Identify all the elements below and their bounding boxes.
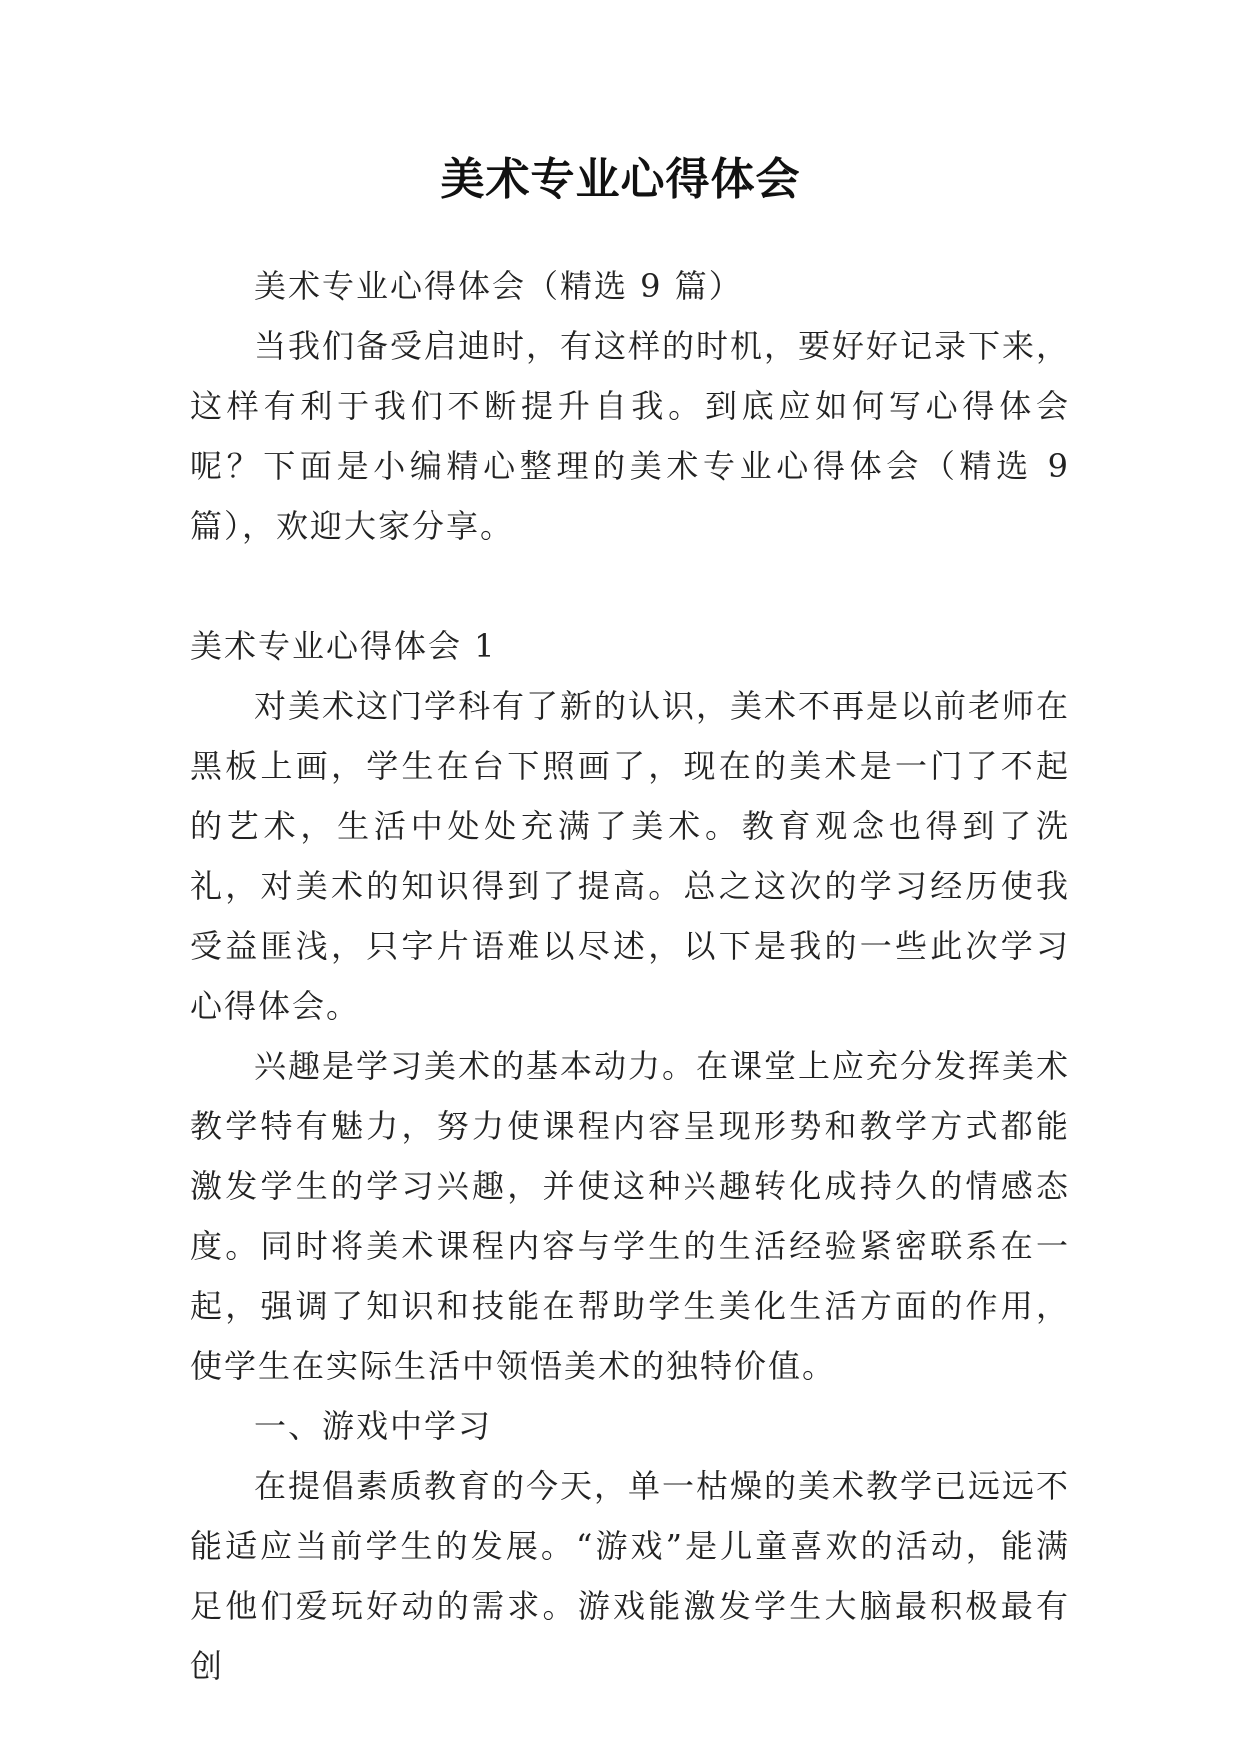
subsection-heading: 一、游戏中学习 (254, 1407, 493, 1445)
subtitle-line: 美术专业心得体会（精选 9 篇） (254, 267, 743, 305)
document-body (190, 256, 1070, 1696)
intro-paragraph: 当我们备受启迪时，有这样的时机，要好好记录下来，这样有利于我们不断提升自我。到底应如何写心得体会呢？下面是小编精心整理的美术专业心得体会（精选 9 篇），欢迎大家分享。 (190, 327, 1071, 545)
section-heading: 美术专业心得体会 1 (190, 627, 497, 665)
document-title: 美术专业心得体会 (440, 154, 801, 205)
body-paragraph: 在提倡素质教育的今天，单一枯燥的美术教学已远远不能适应当前学生的发展。“游戏”是儿童喜欢的活动，能满足他们爱玩好动的需求。游戏能激发学生大脑最积极最有创 (190, 1467, 1071, 1685)
paragraph-gap (190, 556, 1070, 616)
body-paragraph: 兴趣是学习美术的基本动力。在课堂上应充分发挥美术教学特有魅力，努力使课程内容呈现形势和教学方式都能激发学生的学习兴趣，并使这种兴趣转化成持久的情感态度。同时将美术课程内容与学生的生活经验紧密联系在一起，强调了知识和技能在帮助学生美化生活方面的作用，使学生在实际生活中领悟美术的独特价值。 (190, 1047, 1071, 1385)
body-paragraph: 对美术这门学科有了新的认识，美术不再是以前老师在黑板上画，学生在台下照画了，现在的美术是一门了不起的艺术，生活中处处充满了美术。教育观念也得到了洗礼，对美术的知识得到了提高。总之这次的学习经历使我受益匪浅，只字片语难以尽述，以下是我的一些此次学习心得体会。 (190, 687, 1071, 1025)
